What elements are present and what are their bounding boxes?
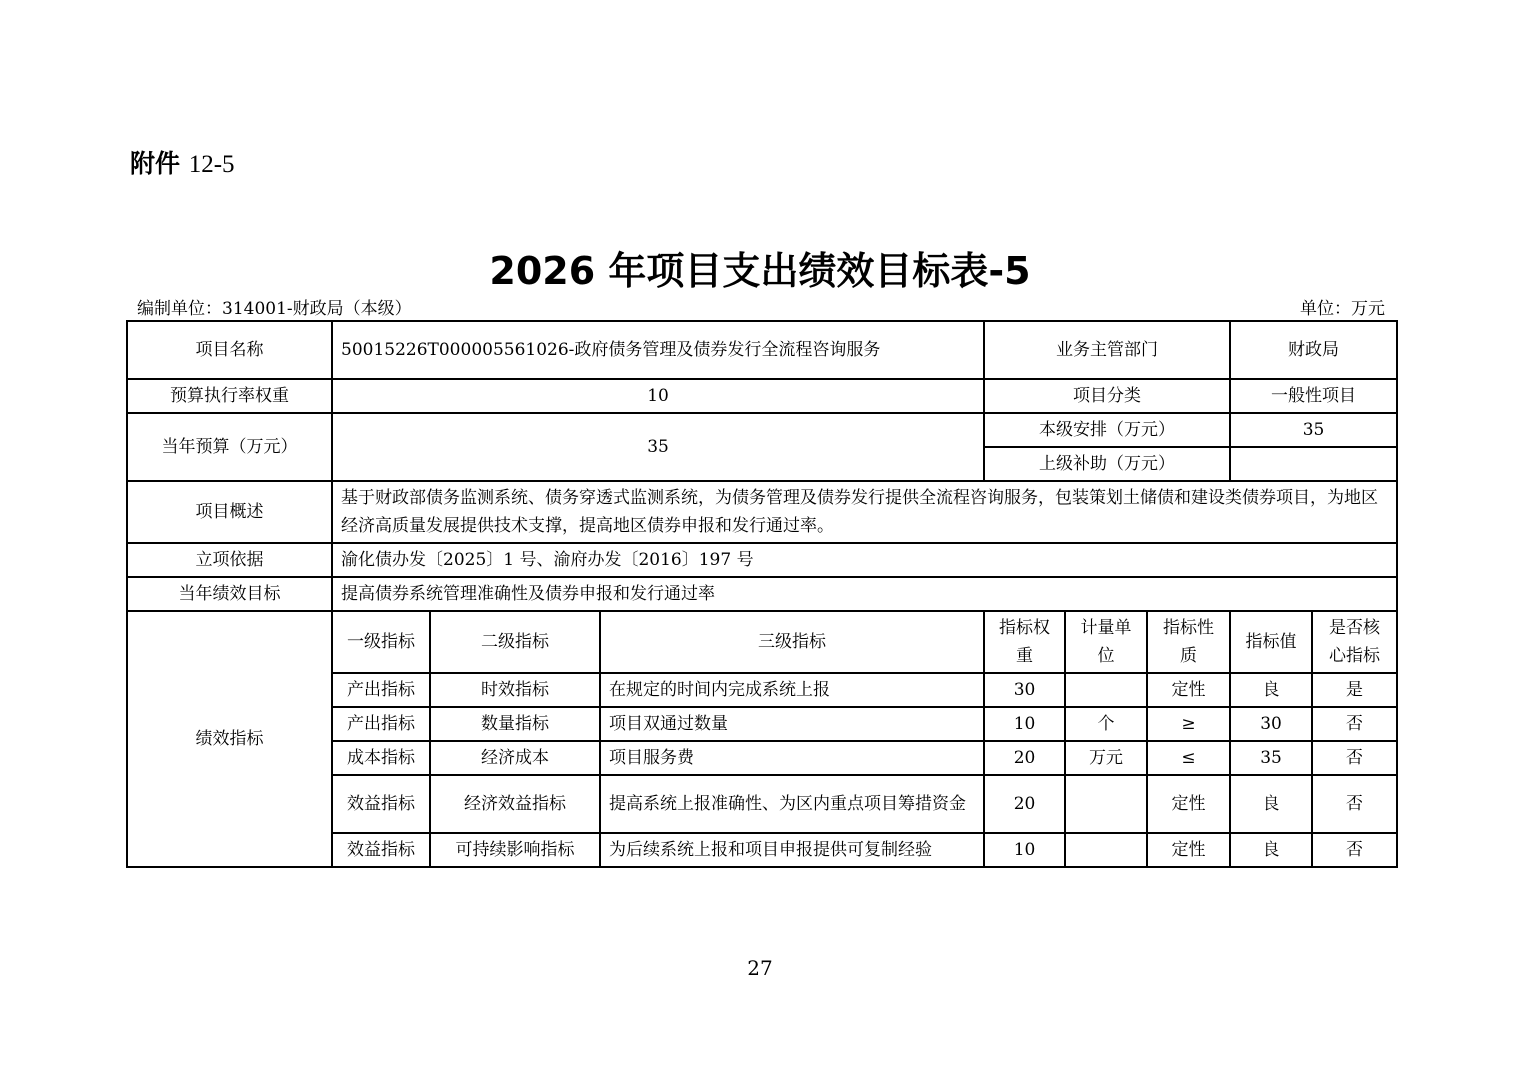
upper-subsidy-label: 上级补助（万元） bbox=[984, 447, 1230, 481]
indicator-level3: 为后续系统上报和项目申报提供可复制经验 bbox=[600, 833, 984, 867]
indicator-level1: 产出指标 bbox=[332, 673, 430, 707]
table-row bbox=[127, 481, 1397, 543]
indicator-core: 否 bbox=[1312, 741, 1397, 775]
category-label: 项目分类 bbox=[984, 379, 1230, 413]
indicator-level2: 经济效益指标 bbox=[430, 775, 600, 833]
indicator-level3: 在规定的时间内完成系统上报 bbox=[600, 673, 984, 707]
header-value: 指标值 bbox=[1230, 611, 1312, 673]
indicator-unit bbox=[1065, 673, 1147, 707]
overview-text: 基于财政部债务监测系统、债务穿透式监测系统，为债务管理及债券发行提供全流程咨询服务，包装策划土储债和建设类债券项目，为地区经济高质量发展提供技术支撑，提高地区债券申报和发行通过率。 bbox=[332, 481, 1397, 543]
local-arrangement-value: 35 bbox=[1230, 413, 1397, 447]
header-nature: 指标性质 bbox=[1147, 611, 1230, 673]
performance-table bbox=[126, 320, 1398, 868]
indicator-level2: 可持续影响指标 bbox=[430, 833, 600, 867]
annual-budget-value: 35 bbox=[332, 413, 984, 481]
indicator-weight: 10 bbox=[984, 833, 1065, 867]
budget-rate-label: 预算执行率权重 bbox=[127, 379, 332, 413]
indicator-unit bbox=[1065, 775, 1147, 833]
page-number: 27 bbox=[747, 956, 773, 980]
indicator-level3: 提高系统上报准确性、为区内重点项目筹措资金 bbox=[600, 775, 984, 833]
indicator-nature: 定性 bbox=[1147, 775, 1230, 833]
indicator-level1: 效益指标 bbox=[332, 833, 430, 867]
indicator-weight: 10 bbox=[984, 707, 1065, 741]
dept-value: 财政局 bbox=[1230, 321, 1397, 379]
indicator-core: 是 bbox=[1312, 673, 1397, 707]
table-row bbox=[127, 379, 1397, 413]
indicator-level2: 数量指标 bbox=[430, 707, 600, 741]
dept-label: 业务主管部门 bbox=[984, 321, 1230, 379]
indicator-value: 良 bbox=[1230, 775, 1312, 833]
indicator-unit: 个 bbox=[1065, 707, 1147, 741]
indicator-core: 否 bbox=[1312, 775, 1397, 833]
goal-label: 当年绩效目标 bbox=[127, 577, 332, 611]
indicator-nature: ≥ bbox=[1147, 707, 1230, 741]
upper-subsidy-value bbox=[1230, 447, 1397, 481]
compiling-unit: 编制单位：314001-财政局（本级） bbox=[137, 299, 412, 319]
table-row bbox=[127, 543, 1397, 577]
attachment-number: 12-5 bbox=[188, 151, 235, 178]
table-row bbox=[127, 413, 1397, 447]
indicator-unit bbox=[1065, 833, 1147, 867]
category-value: 一般性项目 bbox=[1230, 379, 1397, 413]
annual-budget-label: 当年预算（万元） bbox=[127, 413, 332, 481]
attachment-heading bbox=[130, 144, 235, 180]
basis-label: 立项依据 bbox=[127, 543, 332, 577]
basis-text: 渝化债办发〔2025〕1 号、渝府办发〔2016〕197 号 bbox=[332, 543, 1397, 577]
table-header-row bbox=[127, 611, 1397, 673]
indicator-level2: 经济成本 bbox=[430, 741, 600, 775]
indicators-label: 绩效指标 bbox=[127, 611, 332, 867]
indicator-weight: 30 bbox=[984, 673, 1065, 707]
indicator-value: 35 bbox=[1230, 741, 1312, 775]
indicator-nature: 定性 bbox=[1147, 673, 1230, 707]
indicator-core: 否 bbox=[1312, 707, 1397, 741]
currency-unit: 单位：万元 bbox=[1300, 299, 1385, 319]
indicator-weight: 20 bbox=[984, 741, 1065, 775]
indicator-level3: 项目服务费 bbox=[600, 741, 984, 775]
indicator-level1: 产出指标 bbox=[332, 707, 430, 741]
document-title: 2026 年项目支出绩效目标表-5 bbox=[489, 249, 1031, 293]
indicator-weight: 20 bbox=[984, 775, 1065, 833]
table-row bbox=[127, 577, 1397, 611]
header-weight: 指标权重 bbox=[984, 611, 1065, 673]
header-level3: 三级指标 bbox=[600, 611, 984, 673]
header-core: 是否核心指标 bbox=[1312, 611, 1397, 673]
indicator-value: 良 bbox=[1230, 673, 1312, 707]
table-row bbox=[127, 321, 1397, 379]
attachment-label: 附件 bbox=[130, 149, 181, 178]
indicator-value: 30 bbox=[1230, 707, 1312, 741]
indicator-level2: 时效指标 bbox=[430, 673, 600, 707]
indicator-nature: ≤ bbox=[1147, 741, 1230, 775]
indicator-nature: 定性 bbox=[1147, 833, 1230, 867]
project-name-value: 50015226T000005561026-政府债务管理及债券发行全流程咨询服务 bbox=[332, 321, 984, 379]
goal-text: 提高债券系统管理准确性及债券申报和发行通过率 bbox=[332, 577, 1397, 611]
project-name-label: 项目名称 bbox=[127, 321, 332, 379]
indicator-level1: 效益指标 bbox=[332, 775, 430, 833]
header-level1: 一级指标 bbox=[332, 611, 430, 673]
budget-rate-value: 10 bbox=[332, 379, 984, 413]
overview-label: 项目概述 bbox=[127, 481, 332, 543]
indicator-level3: 项目双通过数量 bbox=[600, 707, 984, 741]
header-level2: 二级指标 bbox=[430, 611, 600, 673]
indicator-unit: 万元 bbox=[1065, 741, 1147, 775]
local-arrangement-label: 本级安排（万元） bbox=[984, 413, 1230, 447]
header-unit: 计量单位 bbox=[1065, 611, 1147, 673]
indicator-core: 否 bbox=[1312, 833, 1397, 867]
indicator-value: 良 bbox=[1230, 833, 1312, 867]
indicator-level1: 成本指标 bbox=[332, 741, 430, 775]
